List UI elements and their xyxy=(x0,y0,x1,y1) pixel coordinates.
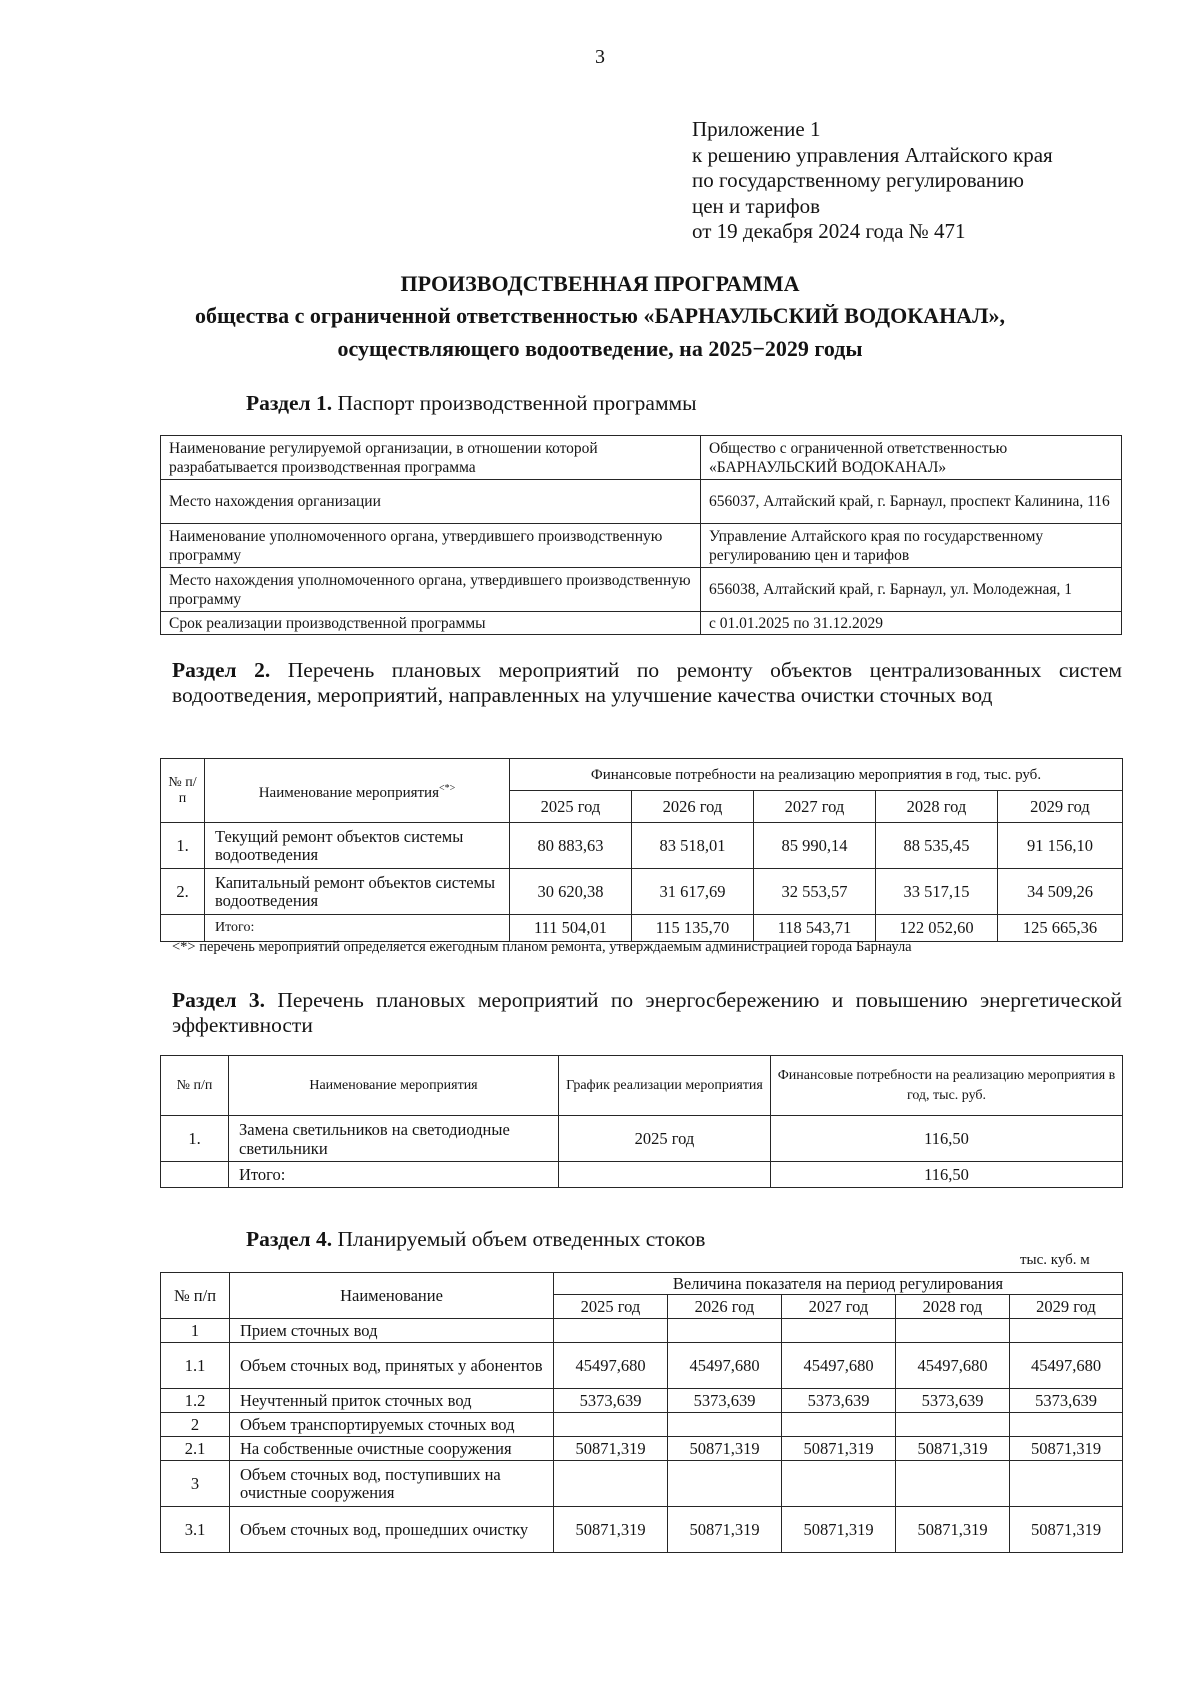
column-header-number: № п/п xyxy=(161,1056,229,1116)
table-cell: 50871,319 xyxy=(668,1437,782,1461)
column-header-number: № п/п xyxy=(161,759,205,823)
table-cell xyxy=(668,1319,782,1343)
column-header-finance: Финансовые потребности на реализацию мероприятия в год, тыс. руб. xyxy=(771,1056,1123,1116)
row-number: 2 xyxy=(161,1413,230,1437)
table-cell: 50871,319 xyxy=(668,1507,782,1553)
energy-table xyxy=(160,1055,1123,1188)
row-number: 2.1 xyxy=(161,1437,230,1461)
year-header: 2025 год xyxy=(510,791,632,823)
row-number: 2. xyxy=(161,869,205,915)
row-name: Объем транспортируемых сточных вод xyxy=(230,1413,554,1437)
appendix-block xyxy=(692,117,1053,245)
table-row xyxy=(161,1461,1123,1507)
year-header: 2027 год xyxy=(754,791,876,823)
row-number: 1. xyxy=(161,823,205,869)
section-1-heading xyxy=(246,391,697,416)
section-4-heading xyxy=(246,1227,705,1252)
document-subtitle: общества с ограниченной ответственностью «БАРНАУЛЬСКИЙ ВОДОКАНАЛ», xyxy=(195,303,1005,328)
table-cell: с 01.01.2025 по 31.12.2029 xyxy=(701,612,1122,635)
repair-table xyxy=(160,758,1123,942)
table-cell: 116,50 xyxy=(771,1116,1123,1162)
table-cell: 33 517,15 xyxy=(876,869,998,915)
table-cell xyxy=(1010,1319,1123,1343)
table-row xyxy=(161,1343,1123,1389)
section-2-text: Перечень плановых мероприятий по ремонту объектов централизованных систем водоотведения, мероприятий, направленных на улучшение качества очистки сточных вод xyxy=(172,658,1122,707)
appendix-line: от 19 декабря 2024 года № 471 xyxy=(692,219,966,244)
table-row xyxy=(161,823,1123,869)
table-cell: 50871,319 xyxy=(554,1437,668,1461)
table-cell: 50871,319 xyxy=(896,1437,1010,1461)
table-cell: 2025 год xyxy=(559,1116,771,1162)
table-cell xyxy=(554,1461,668,1507)
column-header-period: Величина показателя на период регулирования xyxy=(554,1273,1123,1295)
table-cell: Срок реализации производственной программы xyxy=(161,612,701,635)
table-cell xyxy=(554,1319,668,1343)
table-cell xyxy=(896,1413,1010,1437)
section-2-heading xyxy=(172,658,1122,708)
total-cell: 115 135,70 xyxy=(632,915,754,942)
row-name: Капитальный ремонт объектов системы водоотведения xyxy=(205,869,510,915)
table-cell: 5373,639 xyxy=(1010,1389,1123,1413)
appendix-line: по государственному регулированию xyxy=(692,168,1024,193)
total-cell: 111 504,01 xyxy=(510,915,632,942)
table-row xyxy=(161,480,1122,524)
footnote-marker: <*> xyxy=(439,782,456,794)
section-3-text: Перечень плановых мероприятий по энергосбережению и повышению энергетической эффективности xyxy=(172,988,1122,1037)
table-cell: 88 535,45 xyxy=(876,823,998,869)
table-header-row xyxy=(161,1056,1123,1116)
table-cell: 5373,639 xyxy=(668,1389,782,1413)
row-name: Объем сточных вод, прошедших очистку xyxy=(230,1507,554,1553)
column-header-finance: Финансовые потребности на реализацию мероприятия в год, тыс. руб. xyxy=(510,759,1123,791)
table-cell: 30 620,38 xyxy=(510,869,632,915)
table-row xyxy=(161,612,1122,635)
unit-note: тыс. куб. м xyxy=(1020,1252,1090,1268)
table-cell xyxy=(896,1319,1010,1343)
table-cell xyxy=(782,1413,896,1437)
table-row xyxy=(161,1389,1123,1413)
row-number: 1.1 xyxy=(161,1343,230,1389)
table-cell: 50871,319 xyxy=(1010,1437,1123,1461)
row-name: Объем сточных вод, принятых у абонентов xyxy=(230,1343,554,1389)
appendix-line: цен и тарифов xyxy=(692,193,821,218)
section-4-label: Раздел 4. xyxy=(246,1227,333,1251)
year-header: 2026 год xyxy=(668,1295,782,1319)
table-cell: 5373,639 xyxy=(554,1389,668,1413)
table-row xyxy=(161,1413,1123,1437)
document-subtitle-2: осуществляющего водоотведение, на 2025−2029 годы xyxy=(337,336,863,361)
row-name: Объем сточных вод, поступивших на очистные сооружения xyxy=(230,1461,554,1507)
row-name: Неучтенный приток сточных вод xyxy=(230,1389,554,1413)
row-number: 1.2 xyxy=(161,1389,230,1413)
total-label: Итого: xyxy=(205,915,510,942)
table-cell: 31 617,69 xyxy=(632,869,754,915)
section-4-text: Планируемый объем отведенных стоков xyxy=(337,1227,706,1251)
table-cell: 34 509,26 xyxy=(998,869,1123,915)
section-3-label: Раздел 3. xyxy=(172,988,266,1012)
row-number: 1. xyxy=(161,1116,229,1162)
table-cell xyxy=(896,1461,1010,1507)
column-header-name: Наименование xyxy=(230,1273,554,1319)
appendix-line: к решению управления Алтайского края xyxy=(692,142,1053,167)
year-header: 2028 год xyxy=(876,791,998,823)
table-cell: 45497,680 xyxy=(668,1343,782,1389)
table-cell: Управление Алтайского края по государственному регулированию цен и тарифов xyxy=(701,524,1122,568)
row-name: Прием сточных вод xyxy=(230,1319,554,1343)
row-name: Текущий ремонт объектов системы водоотведения xyxy=(205,823,510,869)
table-cell: 83 518,01 xyxy=(632,823,754,869)
year-header: 2029 год xyxy=(1010,1295,1123,1319)
total-cell: 122 052,60 xyxy=(876,915,998,942)
total-cell: 125 665,36 xyxy=(998,915,1123,942)
table-cell xyxy=(782,1461,896,1507)
table-cell xyxy=(782,1319,896,1343)
total-label: Итого: xyxy=(229,1162,559,1188)
table-cell: 45497,680 xyxy=(1010,1343,1123,1389)
total-cell: 118 543,71 xyxy=(754,915,876,942)
table-cell: Общество с ограниченной ответственностью «БАРНАУЛЬСКИЙ ВОДОКАНАЛ» xyxy=(701,436,1122,480)
column-header-name-text: Наименование мероприятия xyxy=(258,784,439,801)
table-total-row xyxy=(161,1162,1123,1188)
year-header: 2026 год xyxy=(632,791,754,823)
table-cell: 50871,319 xyxy=(554,1507,668,1553)
table-cell: 656038, Алтайский край, г. Барнаул, ул. Молодежная, 1 xyxy=(701,568,1122,612)
row-number: 3 xyxy=(161,1461,230,1507)
section-1-label: Раздел 1. xyxy=(246,391,333,415)
passport-table xyxy=(160,435,1122,635)
year-header: 2027 год xyxy=(782,1295,896,1319)
section-3-heading xyxy=(172,988,1122,1038)
row-name: На собственные очистные сооружения xyxy=(230,1437,554,1461)
year-header: 2025 год xyxy=(554,1295,668,1319)
table-cell: 85 990,14 xyxy=(754,823,876,869)
table-cell: 50871,319 xyxy=(1010,1507,1123,1553)
table-row xyxy=(161,1437,1123,1461)
table-cell: 656037, Алтайский край, г. Барнаул, проспект Калинина, 116 xyxy=(701,480,1122,524)
table-cell: 91 156,10 xyxy=(998,823,1123,869)
table-cell xyxy=(554,1413,668,1437)
table-cell: Наименование уполномоченного органа, утвердившего производственную программу xyxy=(161,524,701,568)
document-title: ПРОИЗВОДСТВЕННАЯ ПРОГРАММА xyxy=(400,271,800,296)
table-row xyxy=(161,1507,1123,1553)
section-1-text: Паспорт производственной программы xyxy=(337,391,697,415)
table-row xyxy=(161,436,1122,480)
volume-table xyxy=(160,1272,1123,1553)
table-cell: 80 883,63 xyxy=(510,823,632,869)
table-cell xyxy=(1010,1413,1123,1437)
table-cell: 5373,639 xyxy=(782,1389,896,1413)
page-number: 3 xyxy=(595,46,605,68)
row-name: Замена светильников на светодиодные светильники xyxy=(229,1116,559,1162)
table-total-row xyxy=(161,915,1123,942)
table-cell: 5373,639 xyxy=(896,1389,1010,1413)
footnote: <*> перечень мероприятий определяется ежегодным планом ремонта, утверждаемым администрацией города Барнаула xyxy=(172,939,912,955)
table-row xyxy=(161,568,1122,612)
table-cell: 32 553,57 xyxy=(754,869,876,915)
total-cell: 116,50 xyxy=(771,1162,1123,1188)
table-row xyxy=(161,869,1123,915)
row-number: 1 xyxy=(161,1319,230,1343)
year-header: 2029 год xyxy=(998,791,1123,823)
table-cell: 45497,680 xyxy=(554,1343,668,1389)
table-cell: 50871,319 xyxy=(782,1437,896,1461)
table-cell: 50871,319 xyxy=(782,1507,896,1553)
column-header-number: № п/п xyxy=(161,1273,230,1319)
table-header-row xyxy=(161,1273,1123,1295)
column-header-name: Наименование мероприятия xyxy=(229,1056,559,1116)
section-2-label: Раздел 2. xyxy=(172,658,271,682)
table-row xyxy=(161,1116,1123,1162)
table-row xyxy=(161,1319,1123,1343)
table-header-row xyxy=(161,759,1123,791)
row-number: 3.1 xyxy=(161,1507,230,1553)
table-cell: Место нахождения организации xyxy=(161,480,701,524)
table-row xyxy=(161,524,1122,568)
table-cell: Место нахождения уполномоченного органа, утвердившего производственную программу xyxy=(161,568,701,612)
year-header: 2028 год xyxy=(896,1295,1010,1319)
table-cell: Наименование регулируемой организации, в отношении которой разрабатывается производственная программа xyxy=(161,436,701,480)
table-cell: 45497,680 xyxy=(896,1343,1010,1389)
table-cell xyxy=(668,1413,782,1437)
appendix-line: Приложение 1 xyxy=(692,117,821,141)
table-cell: 50871,319 xyxy=(896,1507,1010,1553)
table-cell xyxy=(1010,1461,1123,1507)
table-cell xyxy=(668,1461,782,1507)
table-cell: 45497,680 xyxy=(782,1343,896,1389)
column-header-name xyxy=(205,759,510,823)
column-header-schedule: График реализации мероприятия xyxy=(559,1056,771,1116)
